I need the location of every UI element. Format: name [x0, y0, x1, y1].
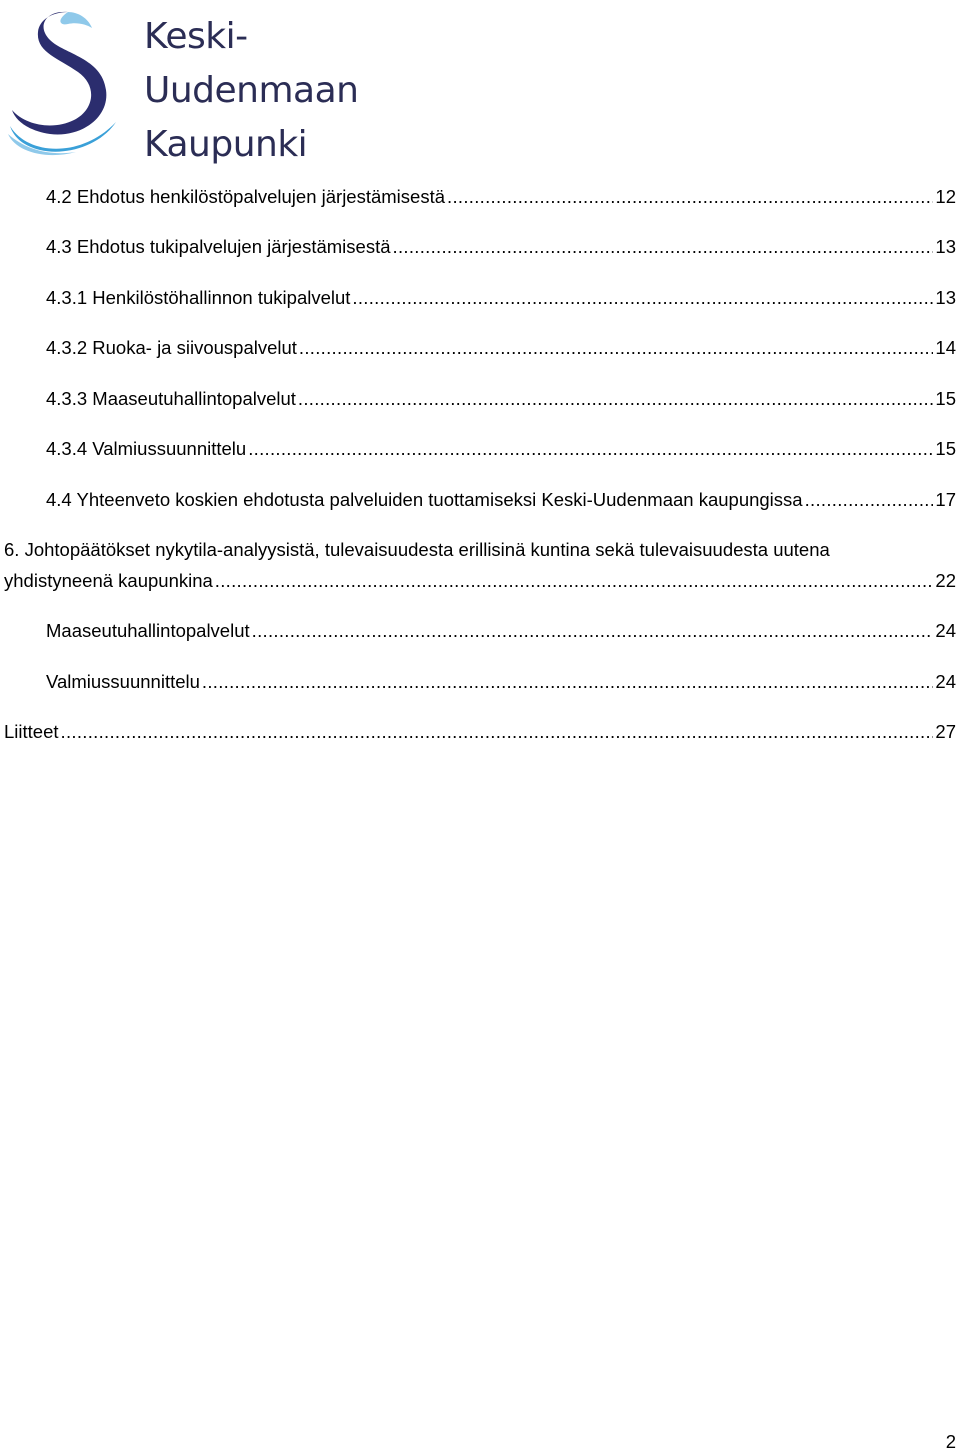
toc-entry[interactable]: [46, 437, 956, 461]
toc-entry[interactable]: [46, 286, 956, 310]
toc-entry-page: 14: [935, 337, 956, 358]
toc-leader: [805, 488, 934, 512]
toc-entry-title-line1[interactable]: 6. Johtopäätökset nykytila-analyysistä, tulevaisuudesta erillisinä kuntina sekä tulevaisuudesta uutena: [4, 539, 830, 560]
logo-line-1: Keski-: [144, 16, 248, 57]
toc-entry-page: 27: [935, 721, 956, 742]
logo-wordmark: [144, 10, 359, 172]
toc-entry[interactable]: [46, 488, 956, 512]
toc-entry-page: 12: [935, 186, 956, 207]
toc-entry[interactable]: [46, 387, 956, 411]
toc-leader: [447, 185, 933, 209]
toc-entry-page: 13: [935, 236, 956, 257]
toc-entry[interactable]: [4, 720, 956, 744]
toc-leader: [252, 619, 934, 643]
toc-entry-title: 4.4 Yhteenveto koskien ehdotusta palveluiden tuottamiseksi Keski-Uudenmaan kaupungissa: [46, 489, 803, 510]
toc-entry-title: 4.3.2 Ruoka- ja siivouspalvelut: [46, 337, 297, 358]
toc-leader: [393, 235, 934, 259]
toc-leader: [352, 286, 933, 310]
toc-entry-page: 24: [935, 620, 956, 641]
toc-leader: [248, 437, 933, 461]
logo-line-2: Uudenmaan: [144, 70, 359, 111]
logo: [6, 6, 359, 165]
toc-entry[interactable]: [46, 336, 956, 360]
toc-entry-title: 4.3.3 Maaseutuhallintopalvelut: [46, 388, 296, 409]
page-number: 2: [945, 1431, 956, 1452]
toc-leader: [215, 569, 934, 593]
toc-leader: [202, 670, 934, 694]
toc-entry-page: 13: [935, 287, 956, 308]
toc-leader: [61, 720, 934, 744]
toc-entry-title: 4.3.1 Henkilöstöhallinnon tukipalvelut: [46, 287, 351, 308]
toc-entry-page: 22: [935, 570, 956, 591]
toc-entry-title: 4.3.4 Valmiussuunnittelu: [46, 438, 247, 459]
swan-logo-icon: [6, 6, 126, 158]
toc-entry-title: 4.2 Ehdotus henkilöstöpalvelujen järjestämisestä: [46, 186, 446, 207]
toc-entry-page: 15: [935, 438, 956, 459]
toc-entry-page: 17: [935, 489, 956, 510]
logo-line-3: Kaupunki: [144, 124, 308, 165]
toc-entry[interactable]: [46, 235, 956, 259]
toc-leader: [299, 336, 934, 360]
toc-entry-title: Maaseutuhallintopalvelut: [46, 620, 250, 641]
toc-entry-title: Liitteet: [4, 721, 59, 742]
toc-entry-page: 15: [935, 388, 956, 409]
toc-entry-page: 24: [935, 671, 956, 692]
toc-entry-title: yhdistyneenä kaupunkina: [4, 570, 213, 591]
toc-leader: [298, 387, 934, 411]
toc-entry-title: Valmiussuunnittelu: [46, 671, 200, 692]
toc-entry[interactable]: [46, 619, 956, 643]
toc-entry[interactable]: [4, 569, 956, 593]
toc-entry[interactable]: [46, 670, 956, 694]
toc-entry[interactable]: [46, 185, 956, 209]
toc-entry-title: 4.3 Ehdotus tukipalvelujen järjestämisestä: [46, 236, 391, 257]
